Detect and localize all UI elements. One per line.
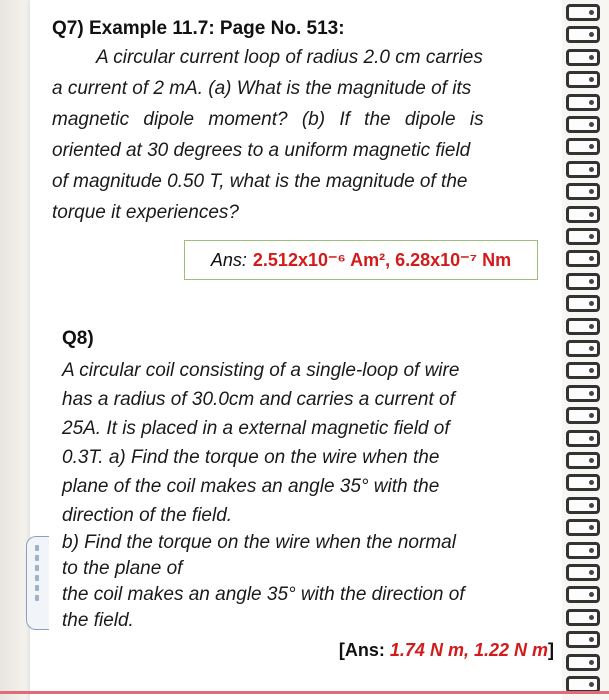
binding-ring-icon [566, 318, 600, 335]
spiral-binding [562, 0, 609, 700]
binding-ring-icon [566, 586, 600, 603]
question-8-heading: Q8) [62, 328, 94, 349]
text-line: magnetic dipole moment? (b) If the dipole is [52, 109, 484, 130]
binding-ring-icon [566, 430, 600, 447]
binding-ring-icon [566, 474, 600, 491]
bottom-divider [0, 691, 609, 694]
binding-ring-icon [566, 71, 600, 88]
question-7 [52, 16, 552, 228]
question-8 [62, 326, 534, 634]
text-line: A circular coil consisting of a single-loop of wire [62, 360, 460, 381]
binding-ring-icon [566, 385, 600, 402]
text-line: 25A. It is placed in a external magnetic field of [62, 418, 450, 439]
binding-ring-icon [566, 452, 600, 469]
text-line: plane of the coil makes an angle 35° with the [62, 476, 440, 497]
answer-label: Ans: [210, 249, 247, 270]
binding-ring-icon [566, 497, 600, 514]
question-7-answer-box [184, 240, 538, 280]
binding-ring-icon [566, 407, 600, 424]
question-7-heading: Q7) Example 11.7: Page No. 513: [52, 18, 345, 39]
answer-close: ] [548, 640, 554, 660]
question-7-text [52, 42, 552, 228]
text-line: direction of the field. [62, 505, 233, 526]
binding-ring-icon [566, 206, 600, 223]
binding-ring-icon [566, 542, 600, 559]
question-7-answer-value: 2.512x10⁻⁶ Am², 6.28x10⁻⁷ Nm [252, 249, 512, 270]
binding-ring-icon [566, 631, 600, 648]
binding-ring-icon [566, 340, 600, 357]
text-line: of magnitude 0.50 T, what is the magnitude of the [52, 171, 468, 192]
binding-ring-icon [566, 26, 600, 43]
binding-ring-icon [566, 49, 600, 66]
text-line: to the plane of [62, 558, 183, 579]
text-line: oriented at 30 degrees to a uniform magnetic field [52, 140, 471, 161]
text-line: a current of 2 mA. (a) What is the magnitude of its [52, 78, 472, 99]
binding-ring-icon [566, 4, 600, 21]
answer-open: [Ans: [338, 640, 390, 660]
binding-ring-icon [566, 654, 600, 671]
grip-icon [32, 545, 42, 615]
binding-ring-icon [566, 116, 600, 133]
text-line: has a radius of 30.0cm and carries a current of [62, 389, 455, 410]
question-8-answer [296, 640, 554, 661]
text-line: the field. [62, 610, 134, 631]
question-8-part-a [62, 356, 534, 530]
binding-ring-icon [566, 295, 600, 312]
binding-ring-icon [566, 609, 600, 626]
binding-ring-icon [566, 138, 600, 155]
binding-ring-icon [566, 250, 600, 267]
binding-ring-icon [566, 161, 600, 178]
text-line: 0.3T. a) Find the torque on the wire when the [62, 447, 440, 468]
binding-ring-icon [566, 228, 600, 245]
binding-ring-icon [566, 519, 600, 536]
binding-ring-icon [566, 273, 600, 290]
binding-ring-icon [566, 94, 600, 111]
binding-ring-icon [566, 564, 600, 581]
binding-ring-icon [566, 362, 600, 379]
question-8-answer-value: 1.74 N m, 1.22 N m [389, 640, 548, 660]
text-line: A circular current loop of radius 2.0 cm carries [96, 47, 483, 68]
text-line: torque it experiences? [52, 202, 239, 223]
text-line: the coil makes an angle 35° with the direction of [62, 584, 465, 605]
question-8-part-b [62, 530, 534, 634]
text-line: b) Find the torque on the wire when the normal [62, 532, 456, 553]
binding-ring-icon [566, 183, 600, 200]
